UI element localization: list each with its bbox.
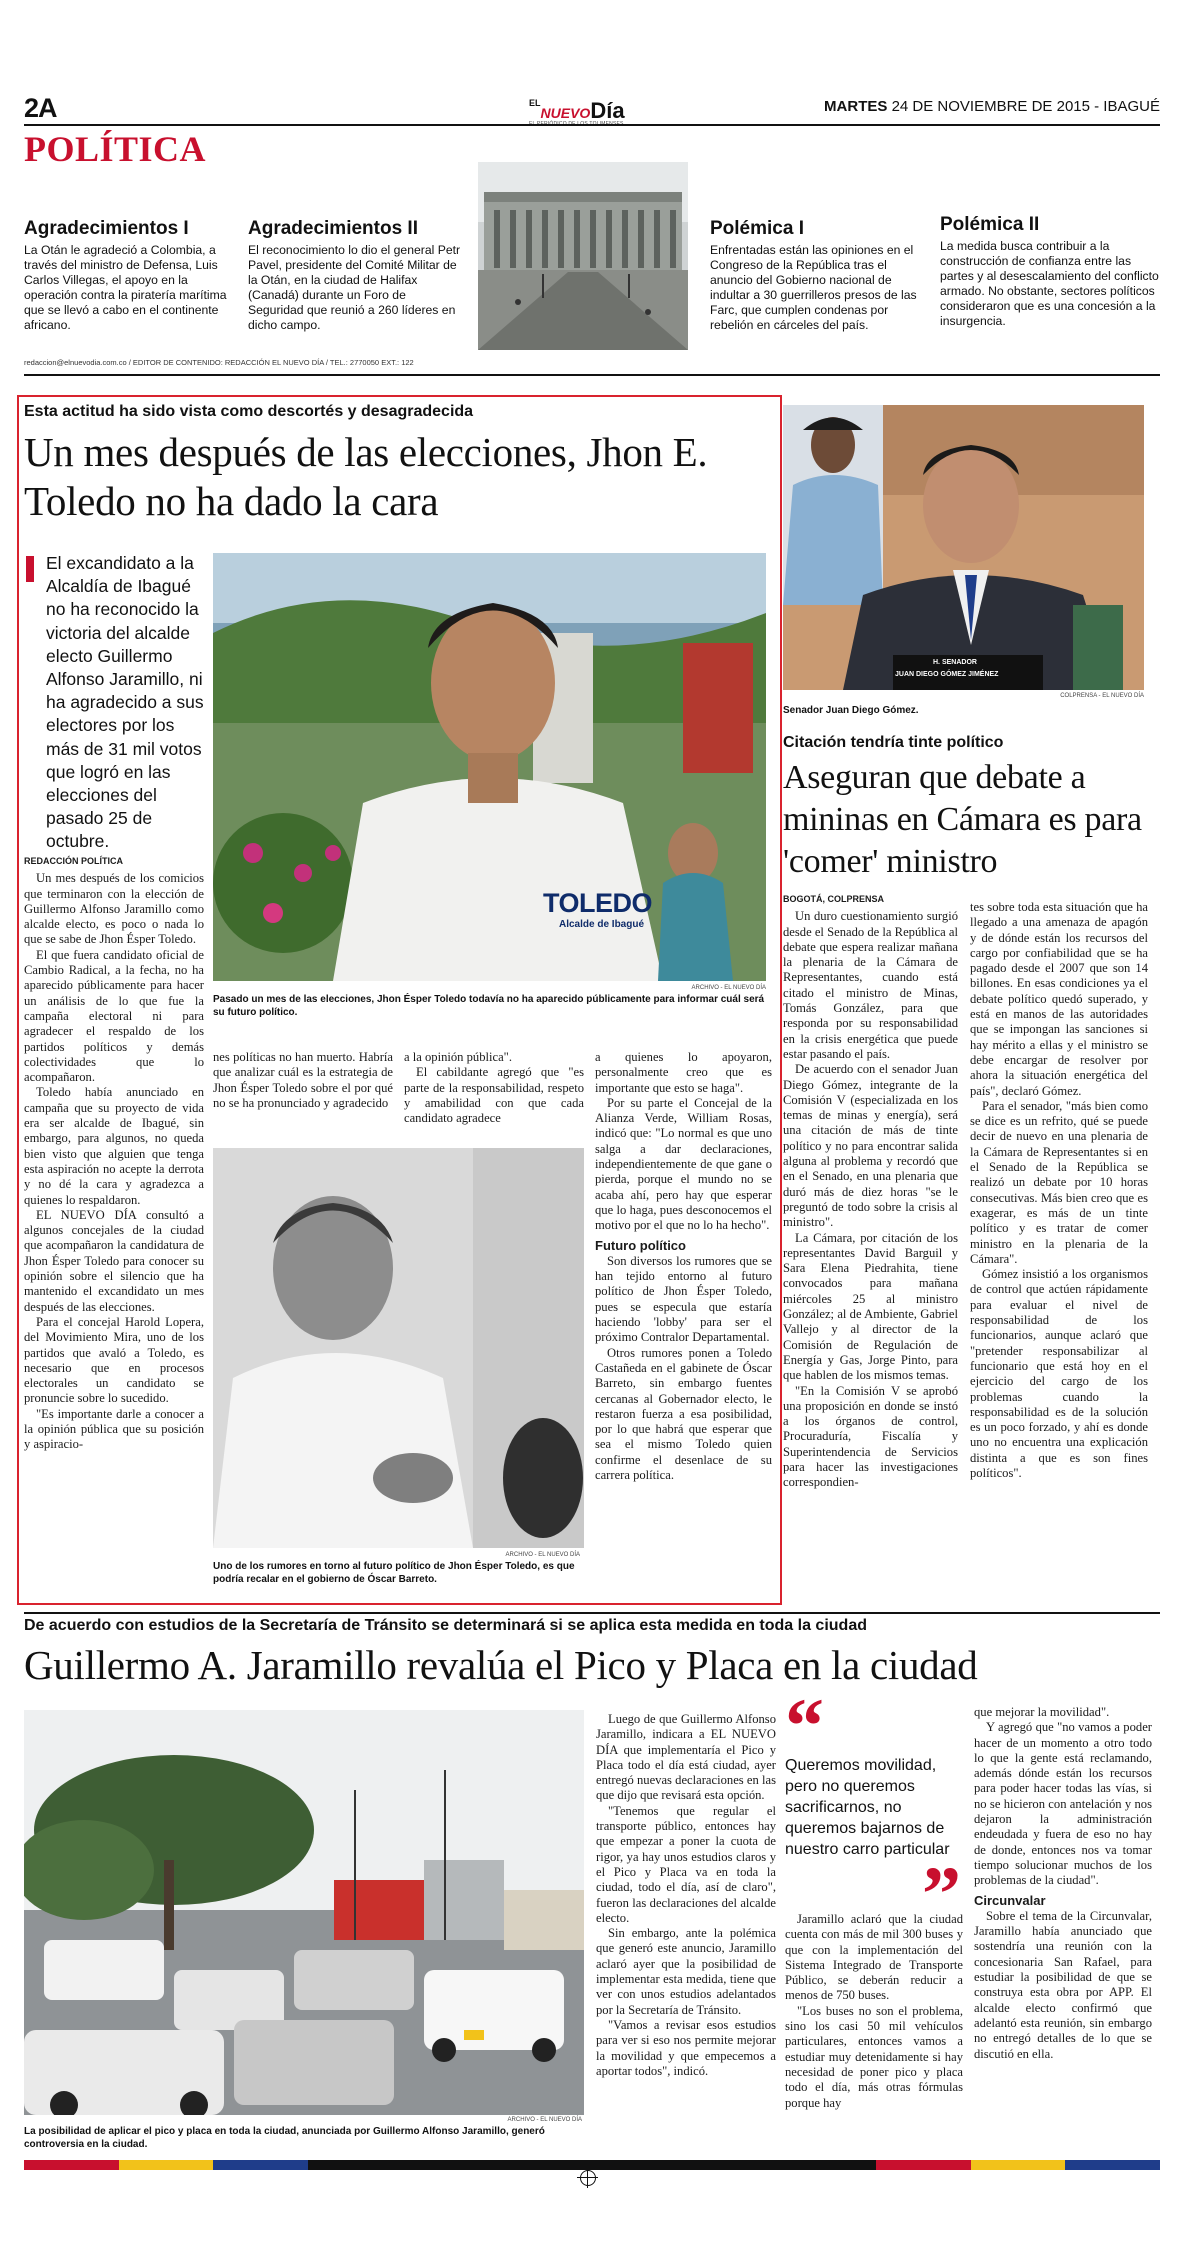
logo-dia: Día (590, 98, 625, 123)
paragraph: La Cámara, por citación de los representantes David Barguil y Sara Elena Piedrahita, tiene convocados para mañana miércoles 25 al ministro González; al de Ambiente, Gabriel Vallejo y al director de la Comisión de Regulación de Energía y Gas, Jorge Pinto, para que hablen de los mismos temas. (783, 1230, 958, 1383)
paragraph: Por su parte el Concejal de la Alianza Verde, William Rosas, indicó que: "Lo normal es que uno salga a dar declaraciones, independientemente de que gane o pierda, porque el mundo no se acaba ahí, pero hay que esperar que lo haga, pues desconocemos el motivo por el que no lo ha hecho". (595, 1095, 772, 1233)
article2-col1 (783, 892, 958, 1491)
footer-color-bar (24, 2160, 1160, 2170)
color-strip (213, 2160, 308, 2170)
paragraph: Sin embargo, ante la polémica que generó este anuncio, Jaramillo aclaró ayer que la posibilidad de implementar esta medida, tiene que ver con unos estudios adelantados por la Secretaría de Tránsito. (596, 1926, 776, 2017)
shirt-brand: TOLEDO (543, 888, 653, 918)
newspaper-logo (529, 98, 669, 132)
paragraph: El que fuera candidato oficial de Cambio Radical, a la fecha, no ha aparecido públicamente para hacer un análisis de lo que fue la campaña electoral ni para agradecer el respaldo de los partidos políticos y demás colectividades que lo acompañaron. (24, 947, 204, 1085)
man-portrait-illustration (213, 1148, 584, 1548)
header-rule (24, 124, 1160, 126)
nameplate-rank: H. SENADOR (933, 659, 977, 666)
brief-1 (24, 218, 236, 333)
brief-title: Agradecimientos I (24, 218, 189, 239)
article3-col3 (974, 1705, 1152, 2062)
article3-subhead: Circunvalar (974, 1892, 1046, 1908)
paragraph: "Vamos a revisar esos estudios para ver si eso nos permite mejorar la movilidad y que empecemos a aportar todos", indicó. (596, 2017, 776, 2078)
article1-col3 (404, 1050, 584, 1126)
congress-building-photo (478, 162, 688, 350)
staff-line: redaccion@elnuevodia.com.co / EDITOR DE CONTENIDO: REDACCIÓN EL NUEVO DÍA / TEL.: 2770050 EXT.: 122 (24, 358, 414, 367)
traffic-illustration (24, 1710, 584, 2115)
senator-caption: Senador Juan Diego Gómez. (783, 705, 919, 716)
article1-subhead: Futuro político (595, 1237, 686, 1253)
registration-mark-icon (580, 2170, 596, 2186)
paragraph: a la opinión pública". (404, 1050, 512, 1064)
article1-col4 (595, 1050, 772, 1483)
paragraph: Otros rumores ponen a Toledo Castañeda en el gabinete de Óscar Barreto, sin embargo fuentes cercanas al Gobernador electo, le restaron fuerza a esa posibilidad, por lo que habrá que esperar que sea el mismo Toledo quien confirme el desenlace de su carrera política. (595, 1345, 772, 1483)
logo-el: EL (529, 98, 541, 108)
paragraph: Son diversos los rumores que se han tejido entorno al futuro político de Jhon Ésper Toledo, pues se especula que estaría haciendo 'lobby' para ser el próximo Contralor Departamental. (595, 1253, 772, 1345)
paragraph: El cabildante agregó que "es parte de la responsabilidad, respeto y amabilidad con que cada candidato agradece (404, 1065, 584, 1126)
briefs-rule (24, 374, 1160, 376)
paragraph: Un duro cuestionamiento surgió desde el Senado de la República al debate que espera realizar mañana la plenaria de la Cámara de Representantes, cuando está citado el ministro de Minas, Tomás González, para que responda por su responsabilidad en la crisis energética que puede estar pasando el país. (783, 909, 958, 1061)
brief-2 (248, 218, 464, 333)
color-strip (308, 2160, 876, 2170)
brief-text: Enfrentadas están las opiniones en el Congreso de la República tras el anuncio del Gobierno nacional de indultar a 30 guerrilleros presos de las Farc, que cumplen condenas por rebelión en cárceles del país. (710, 243, 917, 332)
article1-col2 (213, 1050, 393, 1111)
paragraph: nes políticas no han muerto. Habría que analizar cuál es la estrategia de Jhon Ésper Toledo sobre el por qué no se ha pronunciado y agradecido (213, 1050, 393, 1110)
photo2-credit: ARCHIVO - EL NUEVO DÍA (505, 1552, 580, 1558)
photo1-caption: Pasado un mes de las elecciones, Jhon Ésper Toledo todavía no ha aparecido públicamente para informar cuál será su futuro político. (213, 994, 765, 1018)
quote-text: Queremos movilidad, pero no queremos sacrificarnos, no queremos bajarnos de nuestro carro particular (785, 1757, 950, 1858)
quote-open-icon: “ (785, 1682, 824, 1769)
logo-nuevo: NUEVO (540, 105, 591, 121)
paragraph: Sobre el tema de la Circunvalar, Jaramillo había anunciado que sostendría una reunión con la concesionaria San Rafael, para estudiar la posibilidad de que se construya esta obra por APP. El alcalde electo confirmó que adelantó esta reunión, sin embargo no entregó detalles de lo que se discutió en ella. (974, 1908, 1152, 2061)
article3-headline: Guillermo A. Jaramillo revalúa el Pico y Placa en la ciudad (24, 1642, 978, 1688)
date-day: MARTES (824, 98, 888, 115)
paragraph: "Los buses no son el problema, sino los casi 50 mil vehículos particulares, entonces vamos a estudiar muy detenidamente si hay necesidad de poner pico y placa todo el día, más otras fórmulas porque hay (785, 2003, 963, 2110)
toledo-photo (213, 553, 766, 981)
shirt-sub: Alcalde de Ibagué (559, 919, 645, 930)
section-title: POLÍTICA (24, 129, 207, 169)
nameplate-name: JUAN DIEGO GÓMEZ JIMÉNEZ (895, 671, 999, 678)
article2-headline: Aseguran que debate a mininas en Cámara es para 'comer' ministro (783, 759, 1142, 880)
traffic-caption: La posibilidad de aplicar el pico y placa en toda la ciudad, anunciada por Guillermo Alfonso Jaramillo, generó controversia en la ciudad. (24, 2126, 545, 2150)
toledo-photo-illustration (213, 553, 766, 981)
paragraph: Para el senador, "más bien como se dice es un refrito, qué se puede decir de nuevo en una plenaria de la Cámara de Representantes si en el Senado de la República se realizó un debate por 10 horas consecutivas. Más bien creo que es exagerar, es más de un tinte político y es tratar de comer ministro en la plenaria de la Cámara". (970, 1098, 1148, 1266)
brief-title: Polémica I (710, 218, 804, 239)
paragraph: Y agregó que "no vamos a poder hacer de un momento a otro todo lo que la gente está reclamando, además dónde están los recursos para poder hacer todas las vías, si no se hicieron con antelación y nos dejaron la administración endeudada y fuera de eso no hay de donde, entonces nos va tomar tiempo solucionar muchos de los problemas de la ciudad". (974, 1720, 1152, 1888)
paragraph: De acuerdo con el senador Juan Diego Gómez, integrante de la Comisión V (especializada en los temas de minas y energía), será una citación de más de tinte político y no para encontrar salida alguna al problema y recordó que en el Senado, en una plenaria que duró más de diez horas "se le preguntó de todo sobre la crisis al ministro". (783, 1062, 958, 1230)
paragraph: que mejorar la movilidad". (974, 1705, 1110, 1719)
pull-quote (785, 1682, 965, 1937)
page-number: 2A (24, 93, 57, 123)
paragraph: Jaramillo aclaró que la ciudad cuenta con más de mil 300 buses y que con la implementación del Sistema Integrado de Transporte Público, se deberán reducir a menos de 750 buses. (785, 1912, 963, 2003)
barreto-rumor-photo (213, 1148, 584, 1548)
paragraph: Para el concejal Harold Lopera, del Movimiento Mira, uno de los partidos que avaló a Toledo, es necesario que en procesos electorales un candidato se pronuncie sobre lo sucedido. (24, 1314, 204, 1406)
color-strip (119, 2160, 214, 2170)
article3-kicker: De acuerdo con estudios de la Secretaría de Tránsito se determinará si se aplica esta medida en toda la ciudad (24, 1617, 867, 1634)
color-strip (971, 2160, 1066, 2170)
article2-kicker: Citación tendría tinte político (783, 734, 1004, 751)
article1-kicker: Esta actitud ha sido vista como descortés y desagradecida (24, 403, 474, 420)
date-rest: 24 DE NOVIEMBRE DE 2015 - IBAGUÉ (891, 98, 1160, 115)
congress-building-illustration (478, 162, 688, 350)
article1-col1 (24, 854, 204, 1453)
brief-text: La medida busca contribuir a la construcción de confianza entre las partes y al desescalamiento del conflicto armado. No obstante, sectores políticos consideraron que es una concesión a la insurgencia. (940, 239, 1159, 328)
brief-3 (710, 218, 924, 333)
article3-col1 (596, 1712, 776, 2079)
brief-4 (940, 214, 1160, 329)
color-strip (876, 2160, 971, 2170)
paragraph: Un mes después de los comicios que terminaron con la elección de Guillermo Alfonso Jaramillo como alcalde electo, es poco o nada lo que se sabe de Jhon Ésper Toledo. (24, 871, 204, 947)
quote-close-icon: ” (922, 1850, 961, 1937)
traffic-photo (24, 1710, 584, 2115)
brief-title: Agradecimientos II (248, 218, 418, 239)
paragraph: Luego de que Guillermo Alfonso Jaramillo, indicara a EL NUEVO DÍA que implementaría el Pico y Placa todo el día está ciudad, ayer entregó nuevas declaraciones en las que dijo que revisará esta opción. (596, 1712, 776, 1803)
paragraph: Toledo había anunciado en campaña que su proyecto de vida era ser alcalde de Ibagué, sin embargo, para algunos, no queda bien visto que alguien que tenga esta aspiración no acepte la derrota y no dé la cara y agradezca a quienes lo respaldaron. (24, 1085, 204, 1207)
article3-col2 (785, 1912, 963, 2111)
color-strip (24, 2160, 119, 2170)
paragraph: "Tenemos que regular el transporte público, entonces hay que empezar a poner la cuota de rigor, ya hay unos estudios claros y el Pico y Placa va en toda la ciudad, todo el día, así de claro", fueron las declaraciones del alcalde electo. (596, 1803, 776, 1925)
paragraph: a quienes lo apoyaron, personalmente creo que es importante que esto se haga". (595, 1050, 772, 1095)
article1-drop-marker (26, 556, 34, 582)
brief-title: Polémica II (940, 214, 1040, 235)
paragraph: "Es importante darle a conocer a la opinión pública que su posición y aspiracio- (24, 1406, 204, 1452)
paragraph: EL NUEVO DÍA consultó a algunos concejales de la ciudad que acompañaron la candidatura de Jhon Ésper Toledo para conocer su opinión sobre el silencio que ha mantenido el excandidato un mes después de las elecciones. (24, 1207, 204, 1314)
registration-cross-v (587, 2167, 588, 2188)
article1-byline: REDACCIÓN POLÍTICA (24, 856, 123, 866)
senator-photo-credit: COLPRENSA - EL NUEVO DÍA (1060, 693, 1144, 699)
traffic-photo-credit: ARCHIVO - EL NUEVO DÍA (507, 2117, 582, 2123)
article1-headline: Un mes después de las elecciones, Jhon E. Toledo no ha dado la cara (24, 429, 708, 524)
senator-illustration (783, 405, 1144, 690)
senator-photo (783, 405, 1144, 690)
paragraph: Gómez insistió a los organismos de control que actúen rápidamente para evaluar el nivel de responsabilidad de los funcionarios, aunque aclaró que "pretender responsabilizar al funcionario que está hoy en el ejercicio del cargo de los problemas cuando la responsabilidad es de la solución es un poco forzado, y ahí es donde uno no encuentra una explicación distinta a que es son fines políticos". (970, 1267, 1148, 1480)
photo1-credit: ARCHIVO - EL NUEVO DÍA (691, 985, 766, 991)
article1-lead: El excandidato a la Alcaldía de Ibagué no ha reconocido la victoria del alcalde electo Guillermo Alfonso Jaramillo, ni ha agradecido a sus electores por los más de 31 mil votos que logró en las elecciones del pasado 25 de octubre. (46, 553, 204, 852)
paragraph: "En la Comisión V se aprobó una proposición en donde se instó a los órganos de control, Procuraduría, Fiscalía y Superintendencia de Servicios para hacer las investigaciones correspondien- (783, 1383, 958, 1490)
issue-date (824, 98, 1160, 115)
brief-text: El reconocimiento lo dio el general Petr Pavel, presidente del Comité Militar de la Otán, en la ciudad de Halifax (Canadá) durante un Foro de Seguridad que reunió a 260 líderes en dicho campo. (248, 243, 461, 332)
photo2-caption: Uno de los rumores en torno al futuro político de Jhon Ésper Toledo, es que podría recalar en el gobierno de Óscar Barreto. (213, 1561, 575, 1585)
article3-rule (24, 1612, 1160, 1614)
article2-byline: BOGOTÁ, COLPRENSA (783, 894, 885, 904)
color-strip (1065, 2160, 1160, 2170)
brief-text: La Otán le agradeció a Colombia, a través del ministro de Defensa, Luis Carlos Villegas, el apoyo en la operación contra la piratería marítima que se llevó a cabo en el continente africano. (24, 243, 227, 332)
paragraph: tes sobre toda esta situación que ha llegado a una amenaza de apagón y de dónde están los recursos del cargo por confiabilidad que se ha pagado desde el 2007 que son 14 billones. En esas condiciones ya el debate político quedó superado, y está en manos de las autoridades que se impongan las sanciones si hay mérito a ellas y el ministro se debe encargar de resolver por ahora la situación energética del país", declaró Gómez. (970, 900, 1148, 1098)
article2-col2 (970, 900, 1148, 1481)
